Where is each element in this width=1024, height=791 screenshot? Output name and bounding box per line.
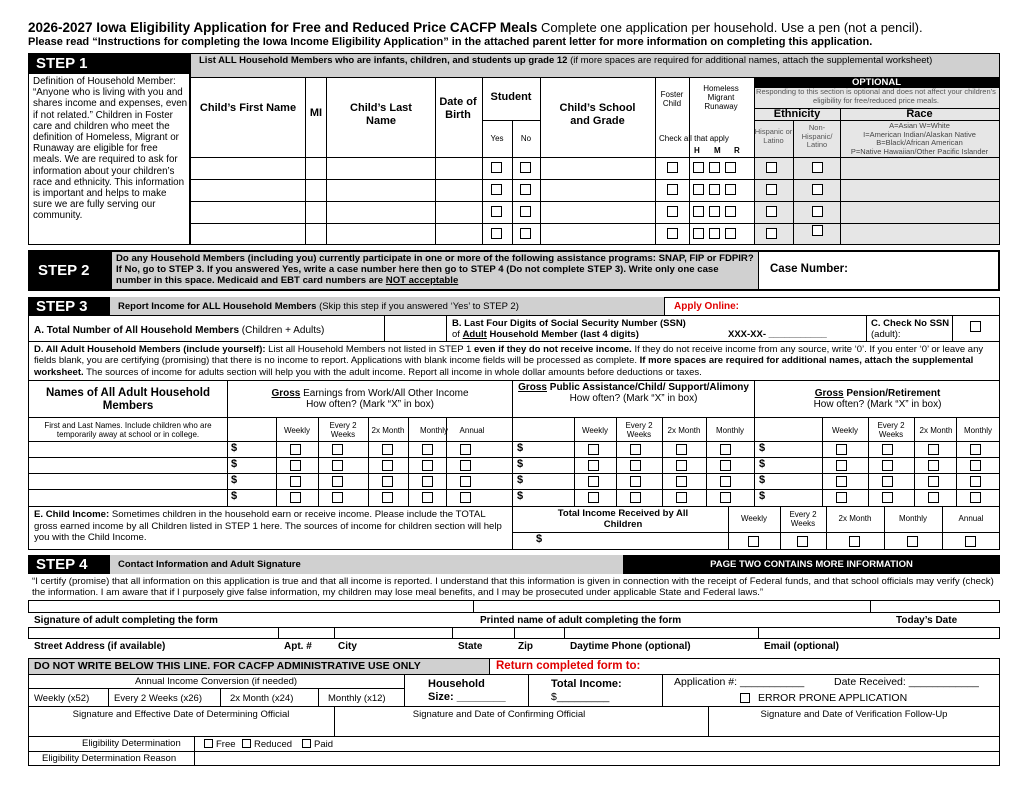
frequency-checkbox[interactable] [970, 492, 981, 503]
foster-checkbox[interactable] [667, 184, 678, 195]
printed-name-label: Printed name of adult completing the form [480, 615, 682, 626]
street-label: Street Address (if available) [34, 641, 166, 652]
dollar-sign: $ [759, 442, 766, 454]
frequency-checkbox[interactable] [928, 476, 939, 487]
check-all-label: Check all that apply [659, 134, 729, 143]
frequency-checkbox[interactable] [332, 476, 343, 487]
non-hispanic-checkbox[interactable] [812, 206, 823, 217]
frequency-label: Monthly [898, 514, 927, 523]
frequency-checkbox[interactable] [882, 476, 893, 487]
frequency-checkbox[interactable] [460, 476, 471, 487]
frequency-checkbox[interactable] [290, 460, 301, 471]
frequency-checkbox[interactable] [630, 460, 641, 471]
frequency-label: 2x Month [371, 426, 405, 435]
printed-name-input[interactable] [474, 601, 869, 612]
frequency-checkbox[interactable] [970, 460, 981, 471]
frequency-label: Every 2 Weeks [877, 421, 905, 439]
certification-text: “I certify (promise) that all information on this application is true and that all income is reported. I understand that this information is given in connection with the receipt of Federal funds, and that school officials may verify (check) the information. I am aware that if I purposely give false information, my children may lose meal benefits, and I may be prosecuted under applicable State and Federal laws.” [32, 576, 994, 599]
child-frequency-checkbox[interactable] [907, 536, 918, 547]
step2-question: Do any Household Members (including you) currently participate in one or more of the following assistance programs: SNAP, FIP or FDPIR? If No, go to STEP 3. If you answered Yes, write a case number here then go to STEP 4 (Do not complete STEP 3). Write only one case number in this space. Medicaid and EBT card numbers are NOT acceptable [116, 253, 754, 287]
frequency-checkbox[interactable] [422, 460, 433, 471]
apply-online[interactable]: Apply Online: [674, 301, 739, 312]
frequency-label: Weekly [831, 426, 859, 435]
frequency-label: Monthly [419, 426, 448, 435]
frequency-checkbox[interactable] [290, 444, 301, 455]
adult-members-instructions: D. All Adult Household Members (include yourself): List all Household Members not listed in STEP 1 even if they do not receive income. If they do not receive income from any source, write ‘0’. If you enter ‘0’ or leave any fields blank, you are certifying (promising) that there is no income to report. Applications with blank income fields will be processed as complete. If more spaces are required for additional names, attach the supplemental worksheet. The sources of income for adults section will help you with the adult income. Report all income in whole dollar amounts before deductions or taxes. [34, 344, 984, 378]
application-number[interactable]: Application #: ___________ [674, 676, 805, 688]
elig-reason-label: Eligibility Determination Reason [42, 753, 177, 764]
signature-label: Signature of adult completing the form [34, 615, 218, 626]
foster-checkbox[interactable] [667, 162, 678, 173]
frequency-checkbox[interactable] [676, 476, 687, 487]
runaway-checkbox[interactable] [725, 184, 736, 195]
child-frequency-checkbox[interactable] [965, 536, 976, 547]
reduced-checkbox[interactable] [242, 739, 251, 748]
public-assistance-head: Gross Public Assistance/Child/ Support/Alimony How often? (Mark “X” in box) [518, 382, 749, 404]
optional-note: Responding to this section is optional and does not affect your children’s eligibility for free/reduced price meals. [756, 87, 996, 105]
runaway-checkbox[interactable] [725, 162, 736, 173]
frequency-label: Every 2 Weeks [625, 421, 653, 439]
frequency-checkbox[interactable] [460, 444, 471, 455]
sig-confirming-label: Signature and Date of Confirming Official [412, 709, 586, 720]
dollar-sign: $ [231, 490, 238, 502]
state-input[interactable] [453, 628, 513, 638]
ssn-input[interactable]: XXX-XX- ___________ [728, 329, 827, 340]
frequency-checkbox[interactable] [720, 444, 731, 455]
email-label: Email (optional) [764, 641, 839, 652]
step1-header: List ALL Household Members who are infants, children, and students up grade 12 (if more spaces are required for additional names, attach the supplemental worksheet) [190, 53, 1000, 77]
non-hispanic-label: Non-Hispanic/ Latino [801, 123, 833, 149]
frequency-checkbox[interactable] [332, 460, 343, 471]
total-members-label: A. Total Number of All Household Members (Children + Adults) [34, 325, 325, 336]
no-ssn-checkbox[interactable] [970, 321, 981, 332]
frequency-checkbox[interactable] [836, 460, 847, 471]
frequency-checkbox[interactable] [630, 492, 641, 503]
city-label: City [338, 641, 357, 652]
col-student: Student [490, 91, 532, 103]
dollar-sign: $ [517, 458, 524, 470]
student-yes-checkbox[interactable] [491, 206, 502, 217]
frequency-checkbox[interactable] [422, 444, 433, 455]
elig-determination-label: Eligibility Determination [82, 738, 181, 749]
student-no-checkbox[interactable] [520, 206, 531, 217]
frequency-checkbox[interactable] [588, 492, 599, 503]
page-two-notice: PAGE TWO CONTAINS MORE INFORMATION [623, 555, 1000, 574]
frequency-checkbox[interactable] [588, 444, 599, 455]
frequency-checkbox[interactable] [332, 492, 343, 503]
error-prone-checkbox[interactable] [740, 693, 750, 703]
student-no-checkbox[interactable] [520, 228, 531, 239]
migrant-checkbox[interactable] [709, 162, 720, 173]
frequency-checkbox[interactable] [382, 460, 393, 471]
homeless-checkbox[interactable] [693, 206, 704, 217]
earnings-head: Gross Earnings from Work/All Other Income How often? (Mark “X” in box) [271, 388, 469, 410]
step2-label: STEP 2 [30, 252, 112, 289]
dollar-sign: $ [759, 458, 766, 470]
frequency-label: Annual [958, 514, 984, 523]
phone-label: Daytime Phone (optional) [570, 641, 691, 652]
frequency-checkbox[interactable] [422, 492, 433, 503]
homeless-checkbox[interactable] [693, 162, 704, 173]
frequency-checkbox[interactable] [720, 476, 731, 487]
student-yes-checkbox[interactable] [491, 162, 502, 173]
frequency-checkbox[interactable] [720, 460, 731, 471]
student-no-checkbox[interactable] [520, 184, 531, 195]
return-to-label: Return completed form to: [496, 660, 641, 672]
total-children-income-label: Total Income Received by All Children [557, 508, 689, 530]
dollar-sign: $ [231, 442, 238, 454]
frequency-label: Monthly [715, 426, 744, 435]
foster-checkbox[interactable] [667, 206, 678, 217]
frequency-label: Weekly [283, 426, 311, 435]
col-yes: Yes [490, 134, 504, 143]
today-date-label: Today’s Date [896, 615, 958, 626]
frequency-checkbox[interactable] [720, 492, 731, 503]
frequency-checkbox[interactable] [290, 476, 301, 487]
frequency-label: Annual [459, 426, 485, 435]
dollar-sign: $ [759, 490, 766, 502]
student-yes-checkbox[interactable] [491, 228, 502, 239]
hispanic-checkbox[interactable] [766, 162, 777, 173]
form-title: 2026-2027 Iowa Eligibility Application for Free and Reduced Price CACFP Meals Complete one application per household. Use a pen (not a pencil). [28, 20, 923, 35]
step3-label: STEP 3 [28, 297, 110, 315]
migrant-checkbox[interactable] [709, 228, 720, 239]
frequency-label: Monthly [963, 426, 992, 435]
col-school: Child’s School and Grade [559, 102, 636, 127]
frequency-checkbox[interactable] [882, 444, 893, 455]
non-hispanic-checkbox[interactable] [812, 184, 823, 195]
ssn-label: B. Last Four Digits of Social Security Number (SSN) of Adult Household Member (last 4 digits) [452, 318, 686, 340]
frequency-checkbox[interactable] [928, 460, 939, 471]
col-foster: Foster Child [660, 90, 684, 108]
frequency-label: Weekly [581, 426, 609, 435]
total-income-label: Total Income: [551, 678, 622, 690]
race-codes: A=Asian W=White I=American Indian/Alaskan Native B=Black/African American P=Native Hawaiian/Other Pacific Islander [850, 121, 989, 156]
ethnicity-label: Ethnicity [773, 108, 821, 120]
household-label: Household [428, 678, 485, 690]
dollar-sign: $ [517, 442, 524, 454]
instructions-line: Please read “Instructions for completing the Iowa Income Eligibility Application” in the attached parent letter for more information on completing this application. [28, 36, 873, 48]
frequency-checkbox[interactable] [928, 492, 939, 503]
adult-names-sub: First and Last Names. Include children who are temporarily away at school or in college. [44, 421, 212, 439]
col-last-name: Child’s Last Name [350, 102, 412, 127]
date-received[interactable]: Date Received: ____________ [834, 676, 979, 688]
today-date-input[interactable] [871, 601, 999, 612]
col-mi: MI [309, 107, 323, 119]
hispanic-checkbox[interactable] [766, 184, 777, 195]
frequency-checkbox[interactable] [676, 492, 687, 503]
state-label: State [458, 641, 483, 652]
col-no: No [520, 134, 532, 143]
col-first-name: Child’s First Name [199, 102, 297, 114]
frequency-checkbox[interactable] [422, 476, 433, 487]
hispanic-checkbox[interactable] [766, 228, 777, 239]
frequency-checkbox[interactable] [630, 476, 641, 487]
dollar-sign: $ [517, 490, 524, 502]
frequency-checkbox[interactable] [676, 444, 687, 455]
step3-header: Report Income for ALL Household Members (Skip this step if you answered ‘Yes’ to STEP 2) [118, 301, 519, 312]
frequency-checkbox[interactable] [882, 460, 893, 471]
hispanic-label: Hispanic or Latino [754, 127, 793, 145]
dollar-sign: $ [759, 474, 766, 486]
dollar-sign: $ [517, 474, 524, 486]
child-income-text: E. Child Income: Sometimes children in the household earn or receive income. Please include the TOTAL gross earned income by all Children listed in STEP 1 here. The sources of income for children section will help you with the Child Income. [34, 509, 502, 543]
frequency-checkbox[interactable] [382, 492, 393, 503]
frequency-label: 2x Month [919, 426, 953, 435]
homeless-checkbox[interactable] [693, 184, 704, 195]
non-hispanic-checkbox[interactable] [812, 162, 823, 173]
zip-label: Zip [518, 641, 533, 652]
zip-input[interactable] [515, 628, 563, 638]
street-input[interactable] [29, 628, 277, 638]
step4-header: Contact Information and Adult Signature [118, 559, 301, 570]
frequency-checkbox[interactable] [290, 492, 301, 503]
frequency-checkbox[interactable] [970, 476, 981, 487]
non-hispanic-checkbox[interactable] [812, 225, 823, 236]
hispanic-checkbox[interactable] [766, 206, 777, 217]
email-input[interactable] [759, 628, 999, 638]
admin-header: DO NOT WRITE BELOW THIS LINE. FOR CACFP ADMINISTRATIVE USE ONLY [34, 660, 421, 672]
application-form: 2026-2027 Iowa Eligibility Application for Free and Reduced Price CACFP Meals Complete one application per household. Use a pen (not a pencil). Please read “Instructions for completing the Iowa Income Eligibility Application” in the attached parent letter for more information on completing this application. STEP 1 List ALL Household Members who are infants, children, and students up grade 12 (if more spaces are required for additional names, attach the supplemental worksheet) Definition of Household Member: “Anyone who is living with you and shares income and expenses, even if not related.” Children in Foster care and children who meet the definition of Homeless, Migrant or Runaway are eligible for free meals. We are required to ask for information about your children’s race and ethnicity. This information is important and helps to make sure we are fully serving our community. OPTIONAL Responding to this section is optional and does not affect your children’s eligibility for free/reduced price meals. Child’s First Name MI Child’s Last Name Date of Birth Student Yes No Child’s School and Grade Foster Child Homeless Migrant Runaway Check all that apply H M R Ethnicity Race Hispanic or Latino Non-Hispanic/ Latino A=Asian W=White I=American Indian/Alaskan Native B=Black/African American P=Native Hawaiian/Other Pacific Islander STEP 2 Do any Household Members (including you) currently participate in one or more of the following assistance programs: SNAP, FIP or FDPIR? If No, go to STEP 3. If you answered Yes, write a case number here then go to STEP 4 (Do not complete STEP 3). Write only one case number in this space. Medicaid and EBT card numbers are NOT acceptable Case Number: STEP 3 Report Income for ALL Household Members (Skip this step if you answered ‘Yes’ to STEP 2) Apply Online: A. Total Number of All Household Members (Children + Adults) B. Last Four Digits of Social Security Number (SSN) of Adult Household Member (last 4 digits) XXX-XX- ___________ C. Check No SSN (adult): D. All Adult Household Members (include yourself): List all Household Members not listed in STEP 1 even if they do not receive income. If they do not receive income from any source, write ‘0’. If you enter ‘0’ or leave any fields blank, you are certifying (promising) that there is no income to report. Applications with blank income fields will be processed as complete. If more spaces are required for additional names, attach the supplemental worksheet. The sources of income for adults section will help you with the adult income. Report all income in whole dollar amounts before deductions or taxes. Names of All Adult Household Members First and Last Names. Include children who are temporarily away at school or in college. Gross Earnings from Work/All Other Income How often? (Mark “X” in box) Gross Public Assistance/Child/ Support/Alimony How often? (Mark “X” in box) Gross Pension/Retirement How often? (Mark “X” in box) E. Child Income: Sometimes children in the household earn or receive income. Please include the TOTAL gross earned income by all Children listed in STEP 1 here. The sources of income for children section will help you with the Child Income. Total Income Received by All Children $ STEP 4 Contact Information and Adult Signature PAGE TWO CONTAINS MORE INFORMATION “I certify (promise) that all information on this application is true and that all income is reported. I understand that this information is given in connection with the receipt of Federal funds, and that school officials may verify (check) the information. I am aware that if I purposely give false information, my children may lose meal benefits, and I may be prosecuted under applicable State and Federal laws.” Signature of adult completing the form Printed name of adult completing the form Today’s Date Street Address (if available) Apt. # City State Zip Daytime Phone (optional) Email (optional) DO NOT WRITE BELOW THIS LINE. FOR CACFP ADMINISTRATIVE USE ONLY Return completed form to: Annual Income Conversion (if needed) Weekly (x52) Every 2 Weeks (x26) 2x Month (x24) Monthly (x12) Household Size: ________ Total Income: $_________ Application #: ___________ Date Received: ____________ ERROR PRONE APPLICATION Signature and Effective Date of Determining Official Signature and Date of Confirming Official Signature and Date of Verification Follow-Up Eligibility Determination Free Reduced Paid Eligibility Determination Reason Weekly Every 2 Weeks 2x Month Monthly Annual Weekly Every 2 Weeks 2x Month Monthly Weekly Every 2 Weeks 2x Month Monthly $ $ $ $ $ $ $ $ $ $ $ $ Weekly Every 2 Weeks 2x Month Monthly Annual [28, 20, 1000, 768]
child-frequency-checkbox[interactable] [797, 536, 808, 547]
error-prone-label: ERROR PRONE APPLICATION [758, 692, 908, 704]
city-input[interactable] [335, 628, 451, 638]
col-hmr: Homeless Migrant Runaway [703, 84, 739, 111]
free-checkbox[interactable] [204, 739, 213, 748]
frequency-checkbox[interactable] [630, 444, 641, 455]
dollar-sign: $ [231, 474, 238, 486]
frequency-checkbox[interactable] [460, 460, 471, 471]
runaway-checkbox[interactable] [725, 206, 736, 217]
frequency-checkbox[interactable] [836, 444, 847, 455]
no-ssn-label: C. Check No SSN (adult): [871, 318, 950, 340]
step4-label: STEP 4 [28, 555, 110, 574]
migrant-checkbox[interactable] [709, 184, 720, 195]
frequency-checkbox[interactable] [970, 444, 981, 455]
frequency-checkbox[interactable] [588, 476, 599, 487]
sig-effective-label: Signature and Effective Date of Determining Official [72, 709, 290, 720]
adult-names-head: Names of All Adult Household Members [46, 387, 210, 412]
apt-label: Apt. # [284, 641, 312, 652]
case-number-input[interactable] [858, 260, 993, 280]
child-frequency-checkbox[interactable] [748, 536, 759, 547]
phone-input[interactable] [565, 628, 757, 638]
frequency-checkbox[interactable] [836, 492, 847, 503]
frequency-label: Every 2 Weeks [789, 510, 817, 528]
dollar-sign: $ [231, 458, 238, 470]
col-dob: Date of Birth [439, 96, 477, 121]
pension-head: Gross Pension/Retirement How often? (Mark “X” in box) [813, 388, 942, 410]
frequency-label: 2x Month [667, 426, 701, 435]
optional-label: OPTIONAL [754, 77, 999, 88]
frequency-checkbox[interactable] [676, 460, 687, 471]
frequency-checkbox[interactable] [382, 444, 393, 455]
frequency-checkbox[interactable] [836, 476, 847, 487]
child-frequency-checkbox[interactable] [849, 536, 860, 547]
total-income-input[interactable]: $_________ [551, 691, 610, 703]
frequency-checkbox[interactable] [882, 492, 893, 503]
runaway-checkbox[interactable] [725, 228, 736, 239]
race-label: Race [906, 108, 933, 120]
paid-checkbox[interactable] [302, 739, 311, 748]
foster-checkbox[interactable] [667, 228, 678, 239]
frequency-checkbox[interactable] [332, 444, 343, 455]
frequency-checkbox[interactable] [588, 460, 599, 471]
frequency-checkbox[interactable] [382, 476, 393, 487]
household-definition: Definition of Household Member: “Anyone who is living with you and shares income and expenses, even if not related.” Children in Foster care and children who meet the definition of Homeless, Migrant or Runaway are eligible for free meals. We are required to ask for information about your children’s race and ethnicity. This information is important and helps to make sure we are fully serving our community. [28, 73, 190, 245]
case-number-label: Case Number: [770, 263, 848, 275]
frequency-checkbox[interactable] [460, 492, 471, 503]
homeless-checkbox[interactable] [693, 228, 704, 239]
frequency-label: Every 2 Weeks [329, 421, 357, 439]
sig-verification-label: Signature and Date of Verification Follow-Up [760, 709, 948, 720]
household-size-input[interactable]: Size: ________ [428, 691, 506, 703]
migrant-checkbox[interactable] [709, 206, 720, 217]
annual-conversion-label: Annual Income Conversion (if needed) [134, 676, 298, 687]
student-no-checkbox[interactable] [520, 162, 531, 173]
student-yes-checkbox[interactable] [491, 184, 502, 195]
step1-label: STEP 1 [28, 53, 190, 73]
apt-input[interactable] [279, 628, 333, 638]
frequency-label: Weekly [740, 514, 768, 523]
frequency-label: 2x Month [838, 514, 872, 523]
children-income-dollar: $ [536, 533, 543, 545]
signature-input[interactable] [29, 601, 472, 612]
frequency-checkbox[interactable] [928, 444, 939, 455]
